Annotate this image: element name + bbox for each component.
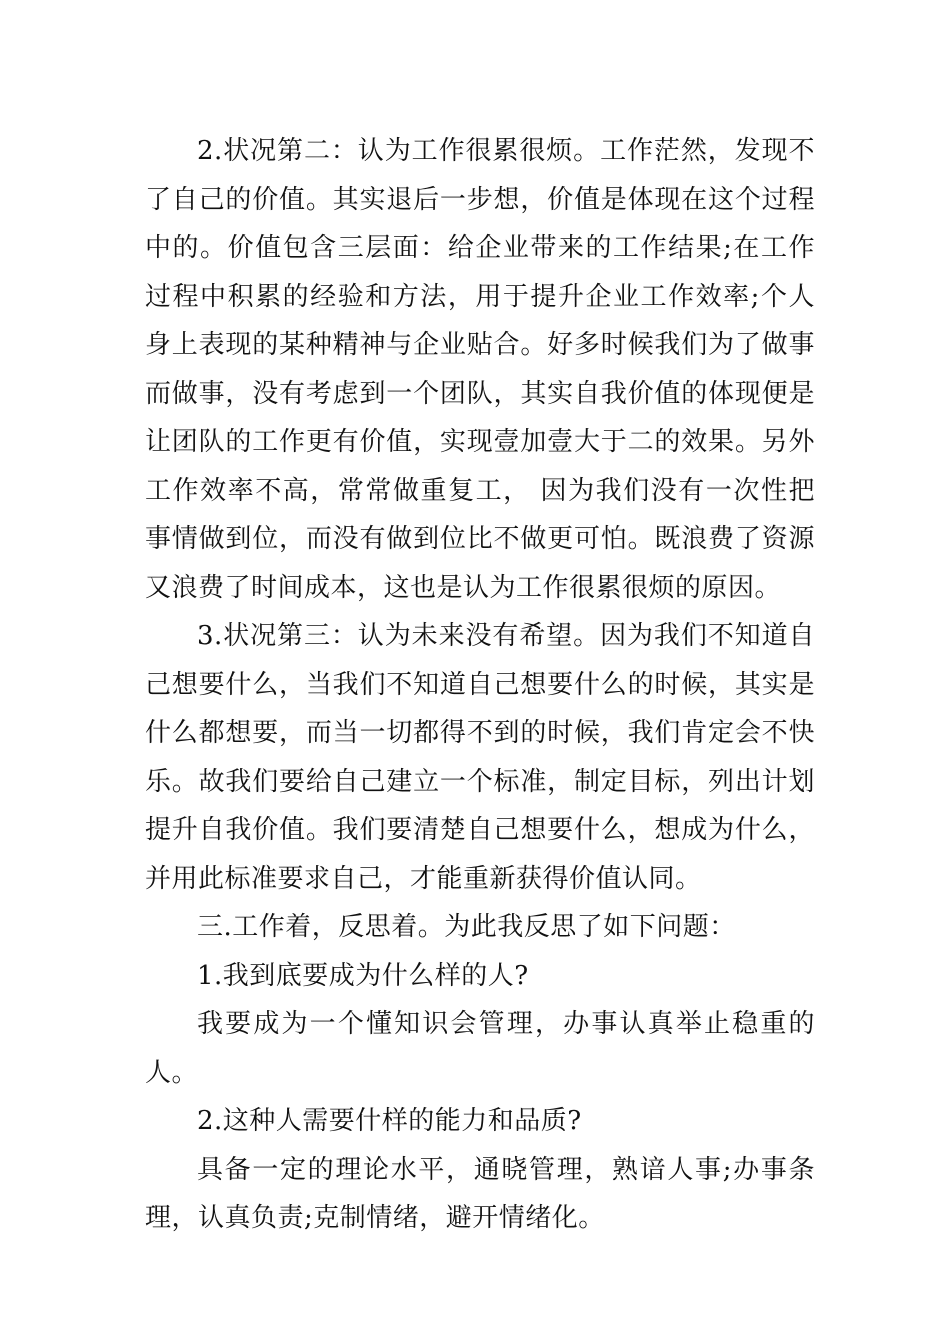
question-two: 2.这种人需要什样的能力和品质?	[197, 1106, 582, 1136]
section-heading-reflection: 三.工作着，反思着。为此我反思了如下问题：	[197, 912, 736, 942]
paragraph-situation-two: 2.状况第二：认为工作很累很烦。工作茫然，发现不了自己的价值。其实退后一步想，价值是体现在这个过程中的。价值包含三层面：给企业带来的工作结果;在工作过程中积累的经验和方法，用于提升企业工作效率;个人身上表现的某种精神与企业贴合。好多时候我们为了做事而做事，没有考虑到一个团队，其实自我价值的体现便是让团队的工作更有价值，实现壹加壹大于二的效果。另外工作效率不高，常常做重复工， 因为我们没有一次性把事情做到位，而没有做到位比不做更可怕。既浪费了资源又浪费了时间成本，这也是认为工作很累很烦的原因。	[145, 136, 815, 603]
answer-two: 具备一定的理论水平，通晓管理，熟谙人事;办事条理，认真负责;克制情绪，避开情绪化。	[145, 1154, 815, 1233]
question-one: 1.我到底要成为什么样的人?	[197, 960, 529, 991]
document-body	[145, 127, 815, 1243]
paragraph-situation-three: 3.状况第三：认为未来没有希望。因为我们不知道自己想要什么，当我们不知道自己想要什么的时候，其实是什么都想要，而当一切都得不到的时候，我们肯定会不快乐。故我们要给自己建立一个标准，制定目标，列出计划提升自我价值。我们要清楚自己想要什么，想成为什么，并用此标准要求自己，才能重新获得价值认同。	[145, 621, 815, 894]
answer-one: 我要成为一个懂知识会管理，办事认真举止稳重的人。	[145, 1009, 815, 1088]
